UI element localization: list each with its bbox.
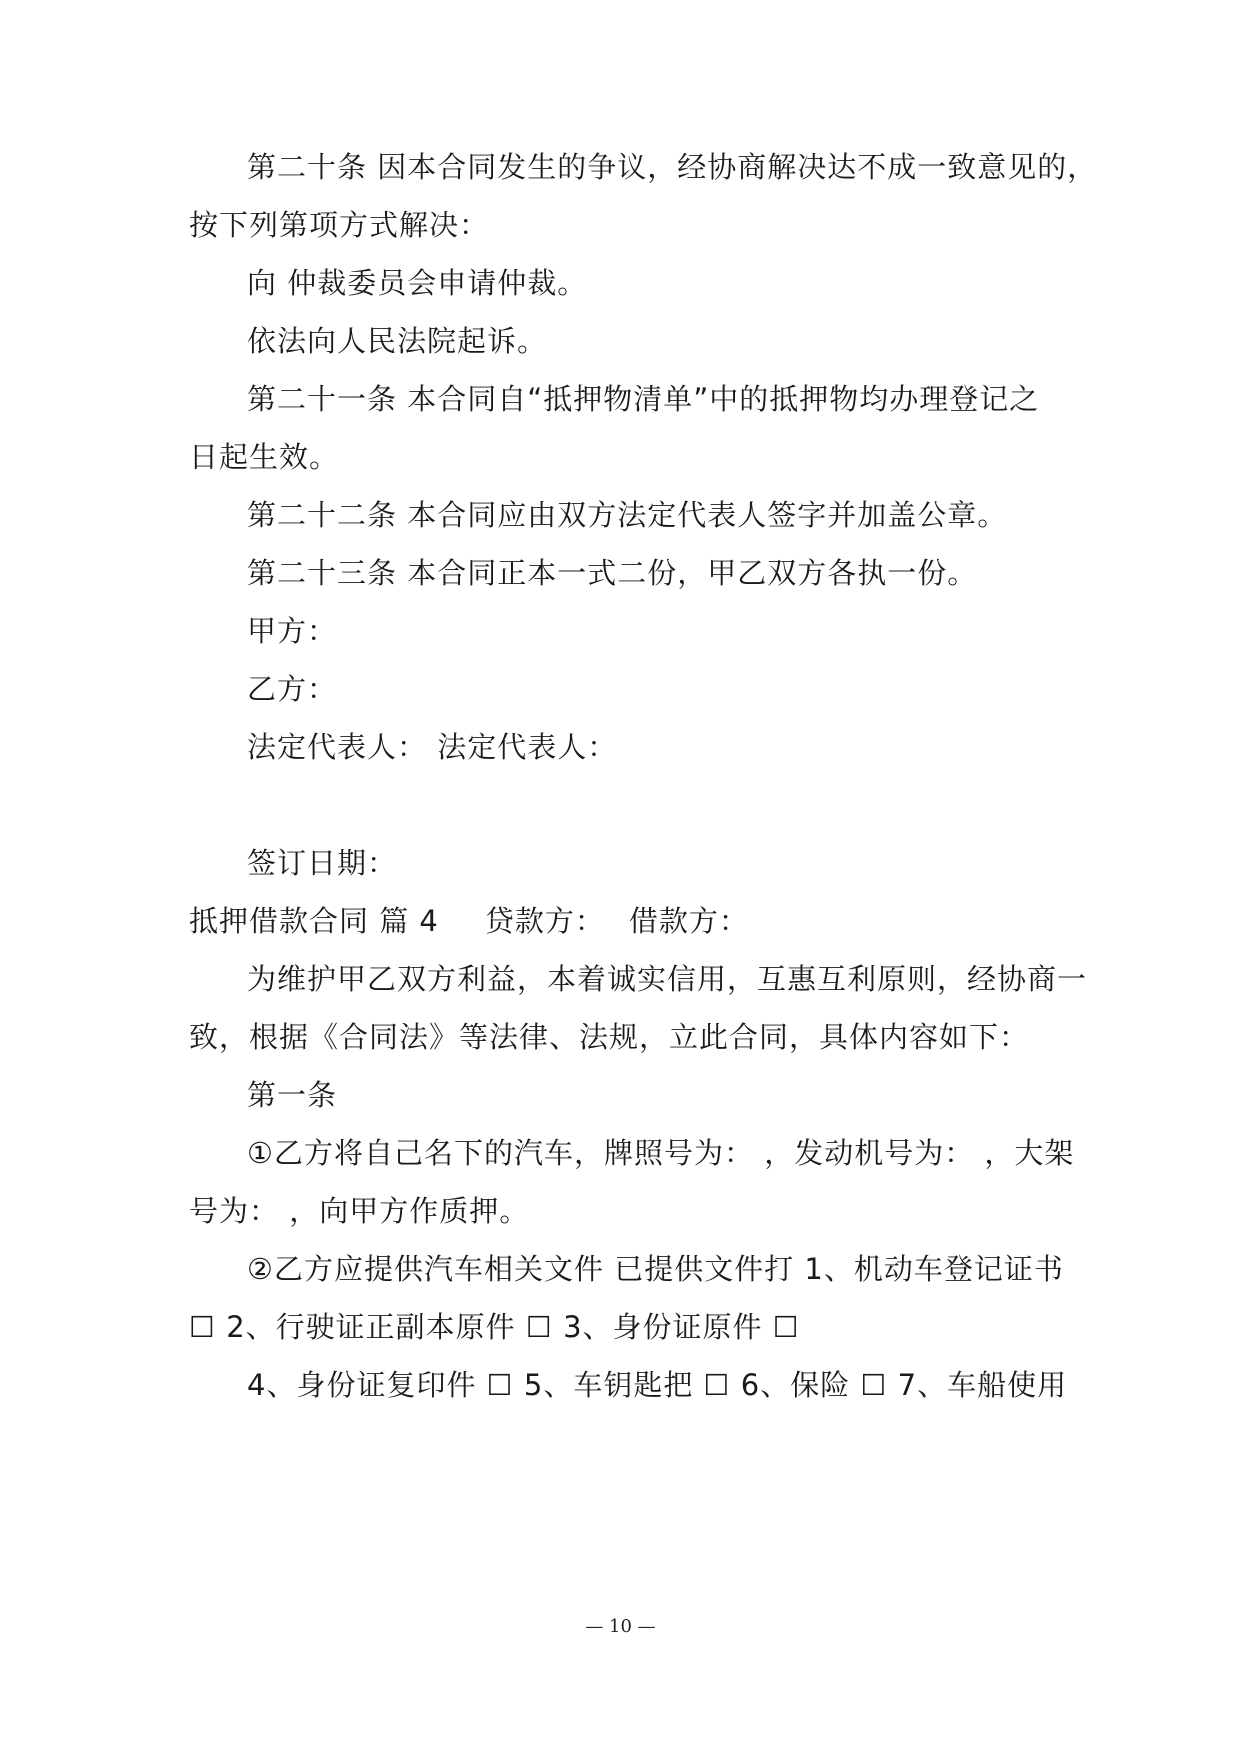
article-20-line-1: 第二十条 因本合同发生的争议，经协商解决达不成一致意见的，: [247, 150, 1098, 184]
party-b-label: 乙方：: [247, 672, 338, 706]
preamble-line-2: 致，根据《合同法》等法律、法规，立此合同，具体内容如下：: [189, 1020, 1030, 1054]
clause-1-line-2: 号为： ，向甲方作质押。: [189, 1194, 530, 1228]
clause-2-line-1: ②乙方应提供汽车相关文件 已提供文件打 1、机动车登记证书: [247, 1252, 1064, 1286]
clause-2-line-3: 4、身份证复印件 ☐ 5、车钥匙把 ☐ 6、保险 ☐ 7、车船使用: [247, 1368, 1068, 1402]
legal-representatives: 法定代表人： 法定代表人：: [247, 730, 618, 764]
article-21-line-2: 日起生效。: [189, 440, 340, 474]
clause-2-line-2: ☐ 2、行驶证正副本原件 ☐ 3、身份证原件 ☐: [189, 1310, 800, 1344]
contract-heading: [189, 901, 1069, 941]
clause-1-line-1: ①乙方将自己名下的汽车，牌照号为： ，发动机号为： ，大架: [247, 1136, 1075, 1170]
page-number: — 10 —: [585, 1616, 656, 1637]
arbitration-option: 向 仲裁委员会申请仲裁。: [247, 266, 588, 300]
article-22: 第二十二条 本合同应由双方法定代表人签字并加盖公章。: [247, 498, 1008, 532]
borrower-label: 借款方：: [628, 904, 749, 938]
signing-date: 签订日期：: [247, 846, 398, 880]
article-21-line-1: 第二十一条 本合同自“抵押物清单”中的抵押物均办理登记之: [247, 382, 1040, 416]
article-23: 第二十三条 本合同正本一式二份，甲乙双方各执一份。: [247, 556, 978, 590]
preamble-line-1: 为维护甲乙双方利益，本着诚实信用，互惠互利原则，经协商一: [247, 962, 1088, 996]
article-20-line-2: 按下列第项方式解决：: [189, 208, 490, 242]
party-a-label: 甲方：: [247, 614, 338, 648]
lender-label: 贷款方：: [484, 904, 605, 938]
article-1-heading: 第一条: [247, 1078, 338, 1112]
court-option: 依法向人民法院起诉。: [247, 324, 548, 358]
contract-title: 抵押借款合同 篇 4: [189, 904, 439, 938]
